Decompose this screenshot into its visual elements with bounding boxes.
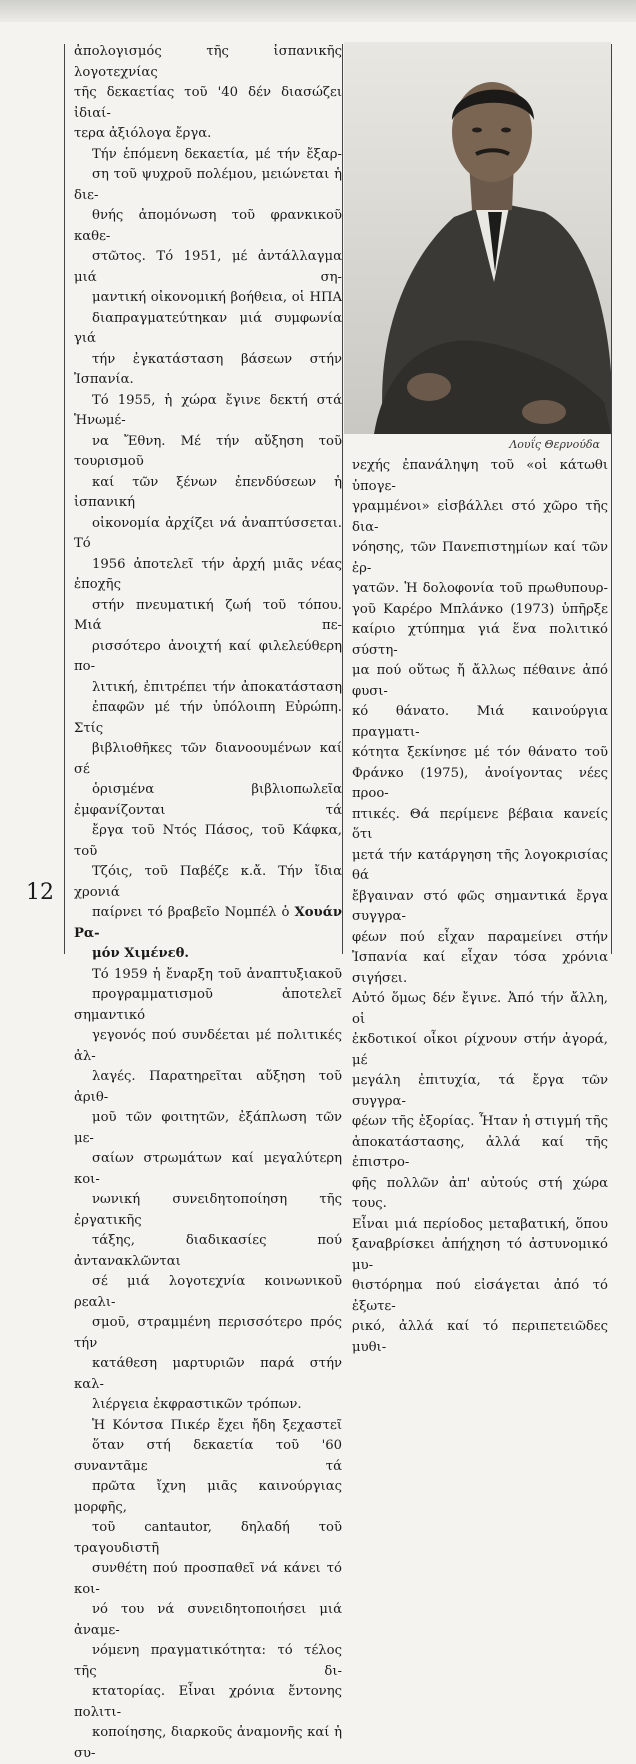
text-line: γατῶν. Ἡ δολοφονία τοῦ πρωθυπουρ- [352, 579, 608, 600]
text-line: κοποίησης, διαρκοῦς ἀναμονῆς καί ἡ συ- [74, 1723, 342, 1764]
text-line: γραμμένοι» εἰσβάλλει στό χῶρο τῆς δια- [352, 497, 608, 538]
text-line: καίριο χτύπημα γιά ἕνα πολιτικό σύστη- [352, 620, 608, 661]
scan-top-edge [0, 0, 636, 22]
paragraph [74, 1416, 342, 1764]
text-line: τήν ἐγκατάσταση βάσεων στήν Ἰσπανία. [74, 350, 342, 391]
page-number: 12 [26, 880, 54, 905]
text-line: λιέργεια ἐκφραστικῶν τρόπων. [74, 1395, 342, 1416]
text-line: ἔβγαιναν στό φῶς σημαντικά ἔργα συγγρα- [352, 887, 608, 928]
text-line: ὅταν στή δεκαετία τοῦ '60 συναντᾶμε τά [74, 1436, 342, 1477]
right-margin-rule [611, 44, 612, 954]
text-line: μοῦ τῶν φοιτητῶν, ἐξάπλωση τῶν με- [74, 1108, 342, 1149]
text-line: θνής ἀπομόνωση τοῦ φρανκικοῦ καθε- [74, 206, 342, 247]
text-line: νό του νά συνειδητοποιήσει μιά ἀναμε- [74, 1600, 342, 1641]
text-line: κό θάνατο. Μιά καινούργια πραγματι- [352, 702, 608, 743]
text-line: συνθέτη πού προσπαθεῖ νά κάνει τό κοι- [74, 1559, 342, 1600]
text-line: κατάθεση μαρτυριῶν παρά στήν καλ- [74, 1354, 342, 1395]
portrait-photo [344, 42, 611, 434]
right-column [352, 456, 608, 1358]
text-line: θιστόρημα πού εἰσάγεται ἀπό τό ἐξωτε- [352, 1276, 608, 1317]
text-line: τάξης, διαδικασίες πού ἀντανακλῶνται [74, 1231, 342, 1272]
text-line: καί τῶν ξένων ἐπενδύσεων ἡ ἰσπανική [74, 473, 342, 514]
paragraph [74, 965, 342, 1416]
bold-name: μόν Χιμένεθ. [92, 946, 189, 961]
column-divider-rule [342, 44, 343, 954]
text-line: σέ μιά λογοτεχνία κοινωνικοῦ ρεαλι- [74, 1272, 342, 1313]
paragraph [352, 456, 608, 1358]
text-line: Αὐτό ὅμως δέν ἔγινε. Ἀπό τήν ἄλλη, οἱ [352, 989, 608, 1030]
text-line: οἰκονομία ἀρχίζει νά ἀναπτύσσεται. Τό [74, 514, 342, 555]
text-line: κότητα ξεκίνησε μέ τόν θάνατο τοῦ [352, 743, 608, 764]
text-line: λιτική, ἐπιτρέπει τήν ἀποκατάσταση [74, 678, 342, 699]
text-line: μα πού οὕτως ἤ ἄλλως πέθαινε ἀπό φυσι- [352, 661, 608, 702]
text-line: μετά τήν κατάργηση τῆς λογοκρισίας θά [352, 846, 608, 887]
text-line: Εἶναι μιά περίοδος μεταβατική, ὅπου [352, 1215, 608, 1236]
text-line: γεγονός πού συνδέεται μέ πολιτικές ἀλ- [74, 1026, 342, 1067]
text-line: ρισσότερο ἀνοιχτή καί φιλελεύθερη πο- [74, 637, 342, 678]
text-line: κτατορίας. Εἶναι χρόνια ἔντονης πολιτι- [74, 1682, 342, 1723]
text-line: πρῶτα ἴχνη μιᾶς καινούργιας μορφῆς, [74, 1477, 342, 1518]
text-line: τερα ἀξιόλογα ἔργα. [74, 124, 342, 145]
text-line: ἐπαφῶν μέ τήν ὑπόλοιπη Εὐρώπη. Στίς [74, 698, 342, 739]
text-line: να Ἔθνη. Μέ τήν αὔξηση τοῦ τουρισμοῦ [74, 432, 342, 473]
text-line: ὁρισμένα βιβλιοπωλεῖα ἐμφανίζονται τά [74, 780, 342, 821]
text-line: Ἡ Κόντσα Πικέρ ἔχει ἤδη ξεχαστεῖ [74, 1416, 342, 1437]
photo-caption: Λουΐς Θερνούδα [420, 438, 600, 451]
text-line: ἀπολογισμός τῆς ἰσπανικῆς λογοτεχνίας [74, 42, 342, 83]
text-line: νωνική συνειδητοποίηση τῆς ἐργατικῆς [74, 1190, 342, 1231]
text-line: νεχής ἐπανάληψη τοῦ «οἱ κάτωθι ὑπογε- [352, 456, 608, 497]
text-line: ξαναβρίσκει ἀπήχηση τό ἀστυνομικό μυ- [352, 1235, 608, 1276]
text-line: Τήν ἑπόμενη δεκαετία, μέ τήν ἔξαρ- [74, 145, 342, 166]
text-line: νόμενη πραγματικότητα: τό τέλος τῆς δι- [74, 1641, 342, 1682]
text-line: ἀποκατάστασης, ἀλλά καί τῆς ἐπιστρο- [352, 1133, 608, 1174]
portrait-illustration [344, 42, 611, 434]
left-margin-rule [64, 44, 65, 954]
text-line: παίρνει τό βραβεῖο Νομπέλ ὁ Χουάν Ρα- [74, 903, 342, 944]
text-line: Τζόις, τοῦ Παβέζε κ.ἄ. Τήν ἴδια χρονιά [74, 862, 342, 903]
paragraph [74, 145, 342, 965]
text-line: σμοῦ, στραμμένη περισσότερο πρός τήν [74, 1313, 342, 1354]
text-line: γοῦ Καρέρο Μπλάνκο (1973) ὑπῆρξε [352, 600, 608, 621]
text-line: ἐκδοτικοί οἶκοι ρίχνουν στήν ἀγορά, μέ [352, 1030, 608, 1071]
text-line [74, 944, 342, 965]
text-line: ση τοῦ ψυχροῦ πολέμου, μειώνεται ἡ διε- [74, 165, 342, 206]
text-line: 1956 ἀποτελεῖ τήν ἀρχή μιᾶς νέας ἐποχῆς [74, 555, 342, 596]
text-line: Φράνκο (1975), ἀνοίγοντας νέες προο- [352, 764, 608, 805]
text-line: πτικές. Θά περίμενε βέβαια κανείς ὅτι [352, 805, 608, 846]
text-line: λαγές. Παρατηρεῖται αὔξηση τοῦ ἀριθ- [74, 1067, 342, 1108]
paragraph [74, 42, 342, 145]
text-line: Τό 1955, ἡ χώρα ἔγινε δεκτή στά Ἡνωμέ- [74, 391, 342, 432]
left-column [74, 42, 342, 1764]
text-line: τοῦ cantautor, δηλαδή τοῦ τραγουδιστῆ [74, 1518, 342, 1559]
text-line: ἔργα τοῦ Ντός Πάσος, τοῦ Κάφκα, τοῦ [74, 821, 342, 862]
text-line: στῶτος. Τό 1951, μέ ἀντάλλαγμα μιά ση- [74, 247, 342, 288]
text-line: σαίων στρωμάτων καί μεγαλύτερη κοι- [74, 1149, 342, 1190]
text-line: διαπραγματεύτηκαν μιά συμφωνία γιά [74, 309, 342, 350]
text-line: Ἰσπανία καί εἶχαν τόσα χρόνια σιγήσει. [352, 948, 608, 989]
text-line: βιβλιοθῆκες τῶν διανοουμένων καί σέ [74, 739, 342, 780]
text-line: Τό 1959 ἡ ἔναρξη τοῦ ἀναπτυξιακοῦ [74, 965, 342, 986]
text-line: φέων τῆς ἐξορίας. Ἦταν ἡ στιγμή τῆς [352, 1112, 608, 1133]
bold-name: Χουάν Ρα- [74, 905, 342, 941]
text-line: μεγάλη ἐπιτυχία, τά ἔργα τῶν συγγρα- [352, 1071, 608, 1112]
text-line: ρικό, ἀλλά καί τό περιπετειῶδες μυθι- [352, 1317, 608, 1358]
text-line: φῆς πολλῶν ἀπ' αὐτούς στή χώρα τους. [352, 1174, 608, 1215]
text-line: στήν πνευματική ζωή τοῦ τόπου. Μιά πε- [74, 596, 342, 637]
text-line: τῆς δεκαετίας τοῦ '40 δέν διασώζει ἰδιαί- [74, 83, 342, 124]
text-line: μαντική οἰκονομική βοήθεια, οἱ ΗΠΑ [74, 288, 342, 309]
text-line: προγραμματισμοῦ ἀποτελεῖ σημαντικό [74, 985, 342, 1026]
text-line: φέων πού εἶχαν παραμείνει στήν [352, 928, 608, 949]
text-line: νόησης, τῶν Πανεπιστημίων καί τῶν ἐρ- [352, 538, 608, 579]
